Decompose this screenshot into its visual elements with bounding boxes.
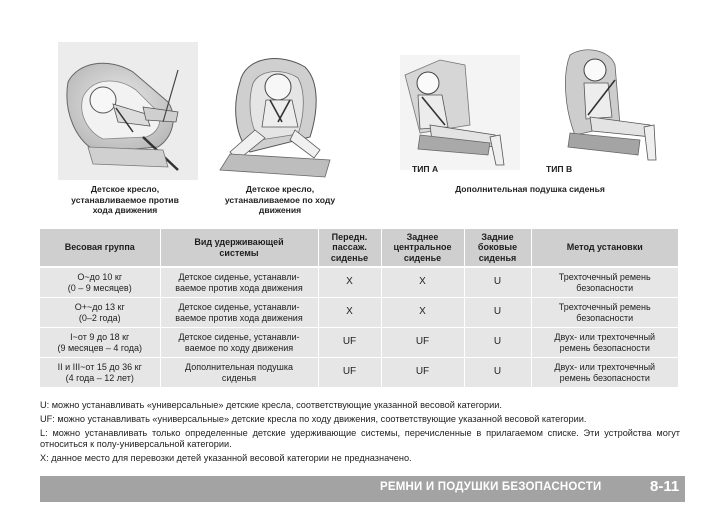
- header-front-seat: Передн. пассаж. сиденье: [318, 229, 381, 267]
- cell-rear-side: U: [464, 328, 531, 358]
- table-row: [40, 328, 678, 358]
- caption-line: движения: [258, 205, 302, 215]
- cell-rear-side: U: [464, 358, 531, 388]
- child-seat-table: [40, 229, 678, 388]
- booster-type-b-label: ТИП B: [546, 164, 573, 174]
- cell-front-seat: UF: [318, 328, 381, 358]
- cell-rear-center: X: [381, 298, 464, 328]
- table-header-row: [40, 229, 678, 267]
- forward-facing-seat-illustration: [210, 42, 350, 182]
- table-row: [40, 298, 678, 328]
- caption-line: устанавливаемое против: [71, 194, 179, 205]
- cell-install-method: Двух- или трехточечный ремень безопасности: [531, 358, 678, 388]
- cell-front-seat: X: [318, 298, 381, 328]
- table-row: [40, 358, 678, 388]
- cell-rear-side: U: [464, 298, 531, 328]
- page-number: 8-11: [650, 478, 680, 495]
- header-install-method: Метод установки: [531, 229, 678, 267]
- note-l: L: можно устанавливать только определенные детские удерживающие системы, перечисленные в прилагаемом списке. Эти устройства могут относиться к полу-универсальной категории.: [40, 427, 680, 450]
- booster-type-a-illustration: [400, 55, 520, 170]
- cell-rear-center: UF: [381, 358, 464, 388]
- header-weight-group: Весовая группа: [40, 229, 160, 267]
- cell-install-method: Трехточечный ремень безопасности: [531, 267, 678, 298]
- cell-front-seat: UF: [318, 358, 381, 388]
- cell-rear-side: U: [464, 267, 531, 298]
- cell-rear-center: UF: [381, 328, 464, 358]
- forward-facing-seat-caption: [210, 184, 350, 216]
- cell-weight-group: II и III~от 15 до 36 кг (4 года – 12 лет): [40, 358, 160, 388]
- cell-front-seat: X: [318, 267, 381, 298]
- cell-restraint-type: Детское сиденье, устанавли- ваемое против хода движения: [160, 267, 318, 298]
- booster-type-b-illustration: [540, 45, 665, 170]
- caption-line: устанавливаемое по ходу: [224, 194, 336, 205]
- cell-weight-group: O+~до 13 кг (0–2 года): [40, 298, 160, 328]
- cell-weight-group: O~до 10 кг (0 – 9 месяцев): [40, 267, 160, 298]
- caption-line: Детское кресло,: [90, 184, 160, 194]
- note-u: U: можно устанавливать «универсальные» детские кресла, соответствующие указанной весовой категории.: [40, 400, 502, 410]
- header-rear-side-seats: Задние боковые сиденья: [464, 229, 531, 267]
- cell-restraint-type: Детское сиденье, устанавли- ваемое против хода движения: [160, 298, 318, 328]
- cell-install-method: Трехточечный ремень безопасности: [531, 298, 678, 328]
- rear-facing-seat-caption: [55, 184, 195, 216]
- rear-facing-seat-illustration: [58, 42, 198, 180]
- table-row: [40, 267, 678, 298]
- cell-rear-center: X: [381, 267, 464, 298]
- caption-line: хода движения: [92, 205, 158, 215]
- booster-caption: Дополнительная подушка сиденья: [455, 184, 605, 194]
- cell-install-method: Двух- или трехточечный ремень безопасности: [531, 328, 678, 358]
- section-title: РЕМНИ И ПОДУШКИ БЕЗОПАСНОСТИ: [380, 481, 602, 493]
- booster-type-a-label: ТИП A: [412, 164, 439, 174]
- legend-notes: [40, 400, 680, 467]
- cell-restraint-type: Детское сиденье, устанавли- ваемое по ходу движения: [160, 328, 318, 358]
- note-x: X: данное место для перевозки детей указанной весовой категории не предназначено.: [40, 452, 412, 463]
- caption-line: Детское кресло,: [245, 184, 315, 194]
- cell-restraint-type: Дополнительная подушка сиденья: [160, 358, 318, 388]
- header-rear-center-seat: Заднее центральное сиденье: [381, 229, 464, 267]
- cell-weight-group: I~от 9 до 18 кг (9 месяцев – 4 года): [40, 328, 160, 358]
- note-uf: UF: можно устанавливать «универсальные» детские кресла по ходу движения, соответствующие указанной весовой категории.: [40, 413, 587, 424]
- header-restraint-type: Вид удерживающей системы: [160, 229, 318, 267]
